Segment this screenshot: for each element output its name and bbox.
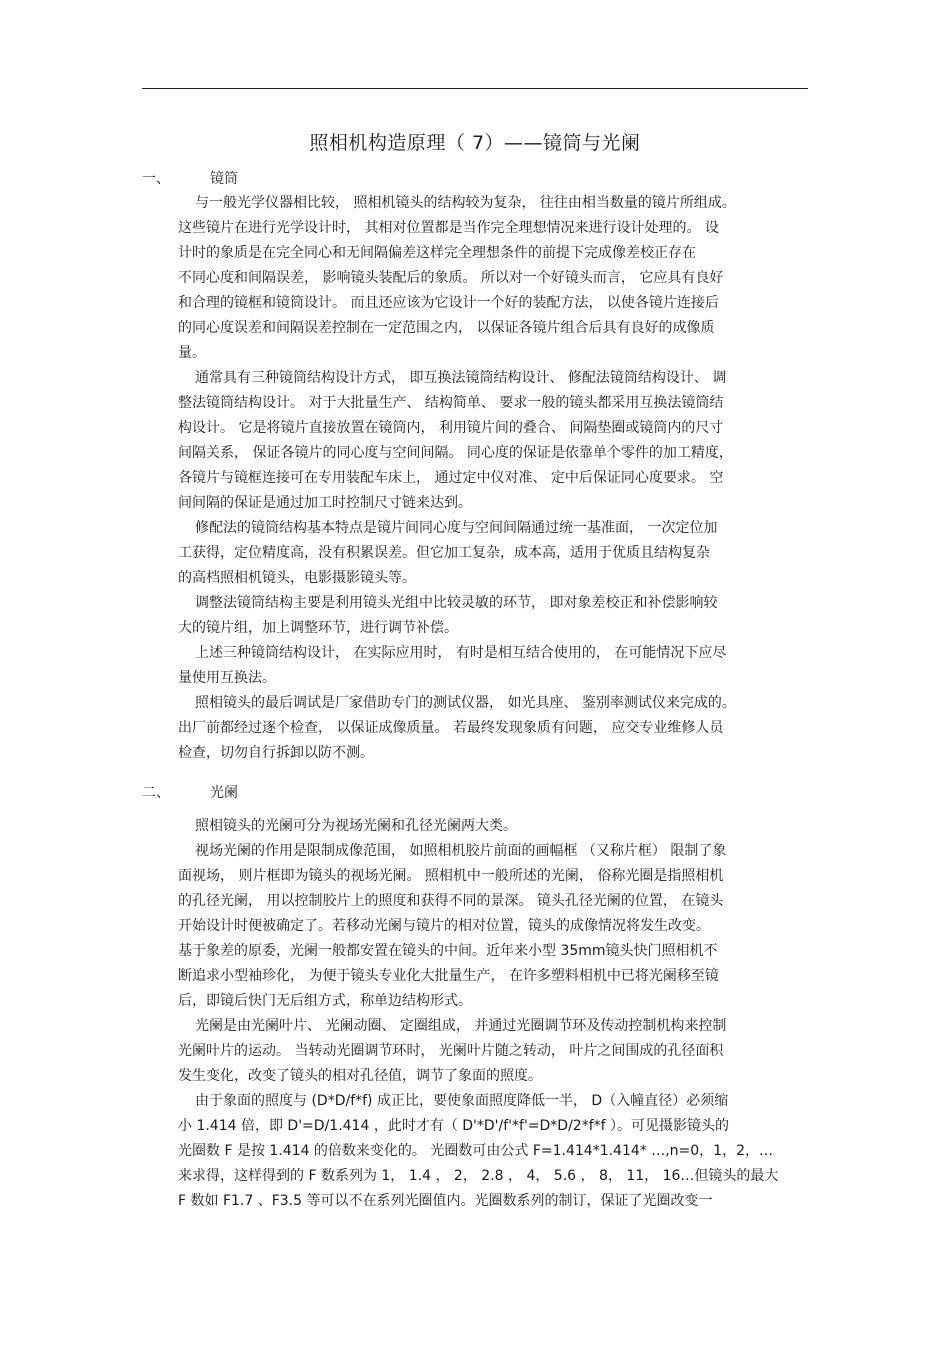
page-title: 照相机构造原理（ 7）——镜筒与光阑 bbox=[309, 132, 641, 154]
text-line: 和合理的镜框和镜筒设计。 而且还应该为它设计一个好的装配方法， 以使各镜片连接后 bbox=[178, 295, 719, 311]
section-heading-2 bbox=[142, 782, 238, 802]
text-line: 面视场， 则片框即为镜头的视场光阑。 照相机中一般所述的光阑， 俗称光圈是指照相机 bbox=[178, 868, 724, 884]
text-line: 工获得，定位精度高，没有积累误差。但它加工复杂，成本高，适用于优质且结构复杂 bbox=[178, 545, 710, 561]
text-line: 光阑是由光阑叶片、 光阑动圈、 定圈组成， 并通过光圈调节环及传动控制机构来控制 bbox=[195, 1018, 727, 1034]
text-line: 各镜片与镜框连接可在专用装配车床上， 通过定中仪对准、 定中后保证同心度要求。 空 bbox=[178, 470, 724, 486]
text-line: 量使用互换法。 bbox=[178, 670, 276, 686]
text-line: 光阑叶片的运动。 当转动光圈调节环时， 光阑叶片随之转动， 叶片之间围成的孔径面积 bbox=[178, 1043, 724, 1059]
text-line: 视场光阑的作用是限制成像范围， 如照相机胶片前面的画幅框 （又称片框） 限制了象 bbox=[195, 843, 727, 859]
section-title: 镜筒 bbox=[210, 171, 238, 187]
text-line: 光圈数 F 是按 1.414 的倍数来变化的。 光圈数可由公式 F=1.414*1.414* …,n=0，1，2，… bbox=[178, 1143, 773, 1159]
text-line: F 数如 F1.7 、F3.5 等可以不在系列光圈值内。光圈数系列的制订，保证了光圈改变一 bbox=[178, 1193, 713, 1209]
text-line: 开始设计时便被确定了。若移动光阑与镜片的相对位置，镜头的成像情况将发生改变。 bbox=[178, 918, 710, 934]
section-heading-1 bbox=[142, 168, 238, 188]
text-line: 调整法镜筒结构主要是利用镜头光组中比较灵敏的环节， 即对象差校正和补偿影响较 bbox=[195, 595, 718, 611]
section-number: 一、 bbox=[142, 171, 170, 187]
text-line: 量。 bbox=[178, 345, 206, 361]
text-line: 间间隔的保证是通过加工时控制尺寸链来达到。 bbox=[178, 495, 472, 511]
text-line: 修配法的镜筒结构基本特点是镜片间同心度与空间间隔通过统一基准面， 一次定位加 bbox=[195, 520, 718, 536]
header-rule bbox=[142, 88, 808, 89]
text-line: 通常具有三种镜筒结构设计方式， 即互换法镜筒结构设计、 修配法镜筒结构设计、 调 bbox=[195, 370, 727, 386]
text-line: 整法镜筒结构设计。 对于大批量生产、 结构简单、 要求一般的镜头都采用互换法镜筒结 bbox=[178, 395, 724, 411]
text-line: 计时的象质是在完全同心和无间隔偏差这样完全理想条件的前提下完成像差校正存在 bbox=[178, 245, 696, 261]
text-line: 发生变化，改变了镜头的相对孔径值，调节了象面的照度。 bbox=[178, 1068, 542, 1084]
text-line: 照相镜头的最后调试是厂家借助专门的测试仪器， 如光具座、 鉴别率测试仪来完成的。 bbox=[195, 695, 736, 711]
text-line: 这些镜片在进行光学设计时， 其相对位置都是当作完全理想情况来进行设计处理的。 设 bbox=[178, 220, 719, 236]
text-line: 出厂前都经过逐个检查， 以保证成像质量。 若最终发现象质有问题， 应交专业维修人员 bbox=[178, 720, 724, 736]
text-line: 上述三种镜筒结构设计， 在实际应用时， 有时是相互结合使用的， 在可能情况下应尽 bbox=[195, 645, 727, 661]
text-line: 检查，切勿自行拆卸以防不测。 bbox=[178, 745, 374, 761]
text-line: 间隔关系， 保证各镜片的同心度与空间间隔。 同心度的保证是依靠单个零件的加工精度， bbox=[178, 445, 733, 461]
section-number: 二、 bbox=[142, 785, 170, 801]
text-line: 由于象面的照度与 (D*D/f*f) 成正比，要使象面照度降低一半， D（入幢直径）必须缩 bbox=[195, 1093, 729, 1109]
section-1-body bbox=[178, 191, 808, 766]
text-line: 的同心度误差和间隔误差控制在一定范围之内， 以保证各镜片组合后具有良好的成像质 bbox=[178, 320, 715, 336]
section-title: 光阑 bbox=[210, 785, 238, 801]
text-line: 照相镜头的光阑可分为视场光阑和孔径光阑两大类。 bbox=[195, 818, 517, 834]
text-line: 基于象差的原委，光阑一般都安置在镜头的中间。近年来小型 35mm镜头快门照相机不 bbox=[178, 943, 718, 959]
text-line: 构设计。 它是将镜片直接放置在镜筒内， 利用镜片间的叠合、 间隔垫圈或镜筒内的尺寸 bbox=[178, 420, 724, 436]
text-line: 后，即镜后快门无后组方式，称单边结构形式。 bbox=[178, 993, 472, 1009]
text-line: 的孔径光阑， 用以控制胶片上的照度和获得不同的景深。 镜头孔径光阑的位置， 在镜头 bbox=[178, 893, 724, 909]
section-2-body bbox=[178, 814, 808, 1214]
text-line: 与一般光学仪器相比较， 照相机镜头的结构较为复杂， 往往由相当数量的镜片所组成。 bbox=[195, 195, 736, 211]
text-line: 小 1.414 倍，即 D'=D/1.414 ，此时才有（ D'*D'/f'*f'=D*D/2*f*f ）。可见摄影镜头的 bbox=[178, 1118, 730, 1134]
text-line: 的高档照相机镜头，电影摄影镜头等。 bbox=[178, 570, 416, 586]
text-line: 断追求小型袖珍化， 为便于镜头专业化大批量生产， 在许多塑料相机中已将光阑移至镜 bbox=[178, 968, 719, 984]
text-line: 大的镜片组，加上调整环节，进行调节补偿。 bbox=[178, 620, 458, 636]
text-line: 不同心度和间隔误差， 影响镜头装配后的象质。 所以对一个好镜头而言， 它应具有良好 bbox=[178, 270, 724, 286]
text-line: 来求得，这样得到的 F 数系列为 1， 1.4 ， 2， 2.8 ， 4， 5.6 ， 8， 11， 16…但镜头的最大 bbox=[178, 1168, 779, 1184]
